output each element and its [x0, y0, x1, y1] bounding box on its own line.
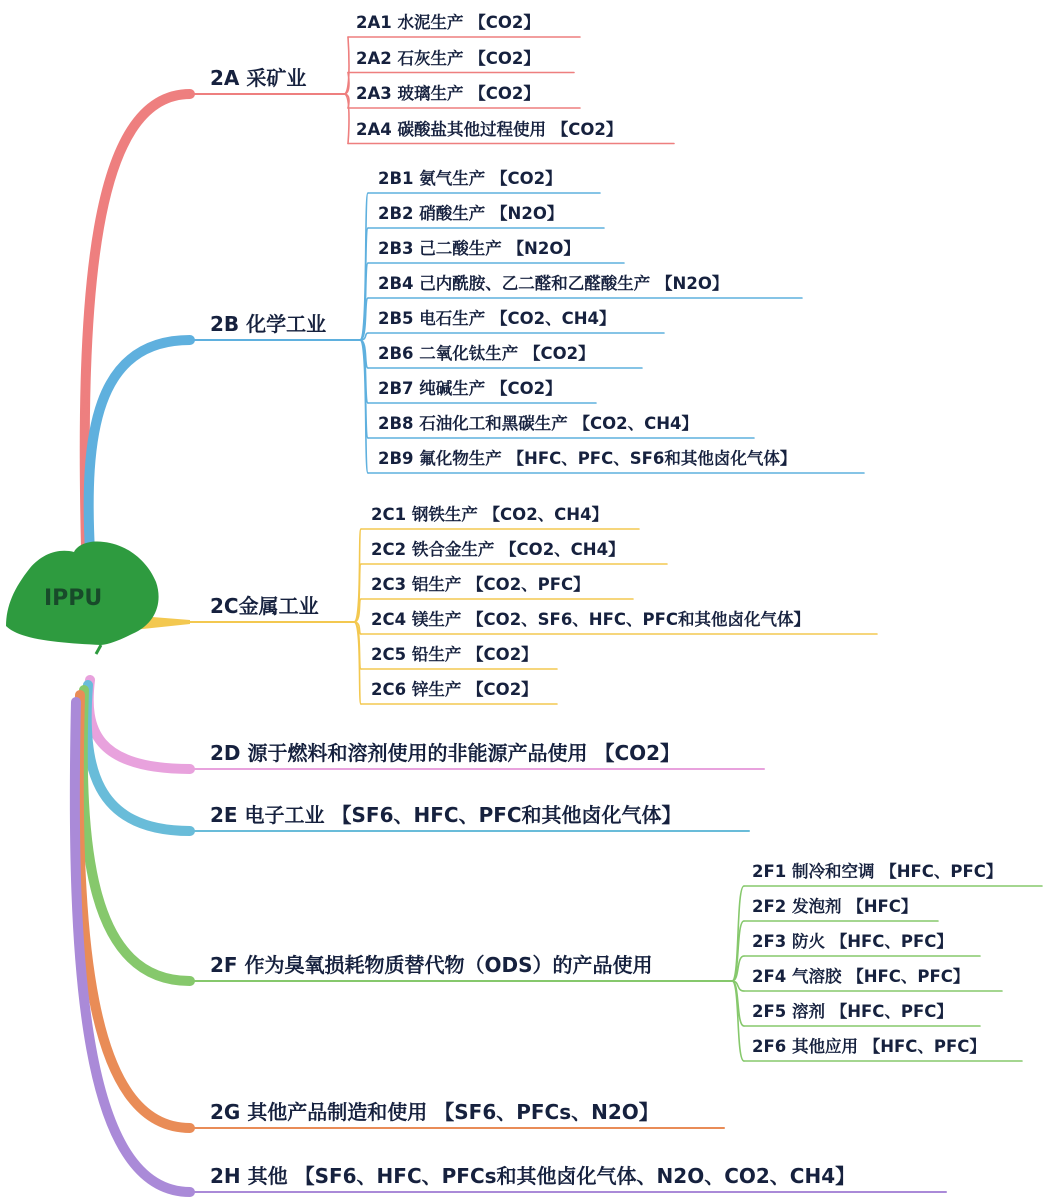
child-label-2C-5: 2C5 铅生产 【CO2】: [371, 645, 538, 664]
child-label-2B-9: 2B9 氟化物生产 【HFC、PFC、SF6和其他卤化气体】: [378, 449, 797, 468]
child-label-2B-4: 2B4 己内酰胺、乙二醛和乙醛酸生产 【N2O】: [378, 274, 729, 293]
branch-label-2B: 2B 化学工业: [210, 312, 327, 336]
branch-connector-inner-2D: [89, 680, 190, 769]
child-label-2B-3: 2B3 己二酸生产 【N2O】: [378, 239, 580, 258]
child-connector-2F-6: [732, 981, 744, 1061]
root-node-label: IPPU: [44, 586, 103, 611]
child-label-2C-1: 2C1 钢铁生产 【CO2、CH4】: [371, 505, 609, 524]
branch-label-2E: 2E 电子工业 【SF6、HFC、PFC和其他卤化气体】: [210, 803, 682, 827]
branch-label-2F: 2F 作为臭氧损耗物质替代物（ODS）的产品使用: [210, 953, 653, 977]
branch-label-2G: 2G 其他产品制造和使用 【SF6、PFCs、N2O】: [210, 1100, 659, 1124]
child-label-2B-2: 2B2 硝酸生产 【N2O】: [378, 204, 564, 223]
child-connector-2A-4: [344, 94, 349, 144]
branch-label-2C: 2C金属工业: [210, 594, 319, 618]
child-label-2B-1: 2B1 氨气生产 【CO2】: [378, 169, 562, 188]
child-label-2F-3: 2F3 防火 【HFC、PFC】: [752, 932, 953, 951]
branch-connector-2E: [87, 685, 190, 831]
child-label-2B-7: 2B7 纯碱生产 【CO2】: [378, 379, 562, 398]
child-label-2C-6: 2C6 锌生产 【CO2】: [371, 680, 538, 699]
child-label-2A-1: 2A1 水泥生产 【CO2】: [356, 13, 540, 32]
child-label-2F-2: 2F2 发泡剂 【HFC】: [752, 897, 918, 916]
child-label-2B-8: 2B8 石油化工和黑碳生产 【CO2、CH4】: [378, 414, 699, 433]
branch-connector-inner-2B: [89, 340, 190, 552]
branch-label-2A: 2A 采矿业: [210, 66, 307, 90]
child-label-2C-2: 2C2 铁合金生产 【CO2、CH4】: [371, 540, 625, 559]
branch-connector-2D: [89, 680, 190, 769]
child-label-2F-6: 2F6 其他应用 【HFC、PFC】: [752, 1037, 986, 1056]
child-label-2F-4: 2F4 气溶胶 【HFC、PFC】: [752, 967, 970, 986]
child-connector-2B-9: [360, 340, 368, 473]
child-label-2A-3: 2A3 玻璃生产 【CO2】: [356, 84, 540, 103]
child-label-2A-4: 2A4 碳酸盐其他过程使用 【CO2】: [356, 119, 623, 139]
branch-connector-2A: [85, 94, 190, 548]
branch-connector-inner-2A: [85, 94, 190, 548]
branch-label-2D: 2D 源于燃料和溶剂使用的非能源产品使用 【CO2】: [210, 741, 681, 765]
child-connector-2C-2: [354, 564, 361, 622]
branch-connector-2B: [89, 340, 190, 552]
branch-connector-inner-2E: [87, 685, 190, 831]
child-label-2F-1: 2F1 制冷和空调 【HFC、PFC】: [752, 862, 1003, 881]
child-label-2A-2: 2A2 石灰生产 【CO2】: [356, 48, 540, 68]
child-label-2B-6: 2B6 二氧化钛生产 【CO2】: [378, 344, 595, 363]
child-label-2B-5: 2B5 电石生产 【CO2、CH4】: [378, 309, 616, 328]
child-label-2C-3: 2C3 铝生产 【CO2、PFC】: [371, 575, 590, 594]
child-label-2F-5: 2F5 溶剂 【HFC、PFC】: [752, 1002, 953, 1021]
child-label-2C-4: 2C4 镁生产 【CO2、SF6、HFC、PFC和其他卤化气体】: [371, 610, 810, 629]
branch-label-2H: 2H 其他 【SF6、HFC、PFCs和其他卤化气体、N2O、CO2、CH4】: [210, 1164, 856, 1188]
